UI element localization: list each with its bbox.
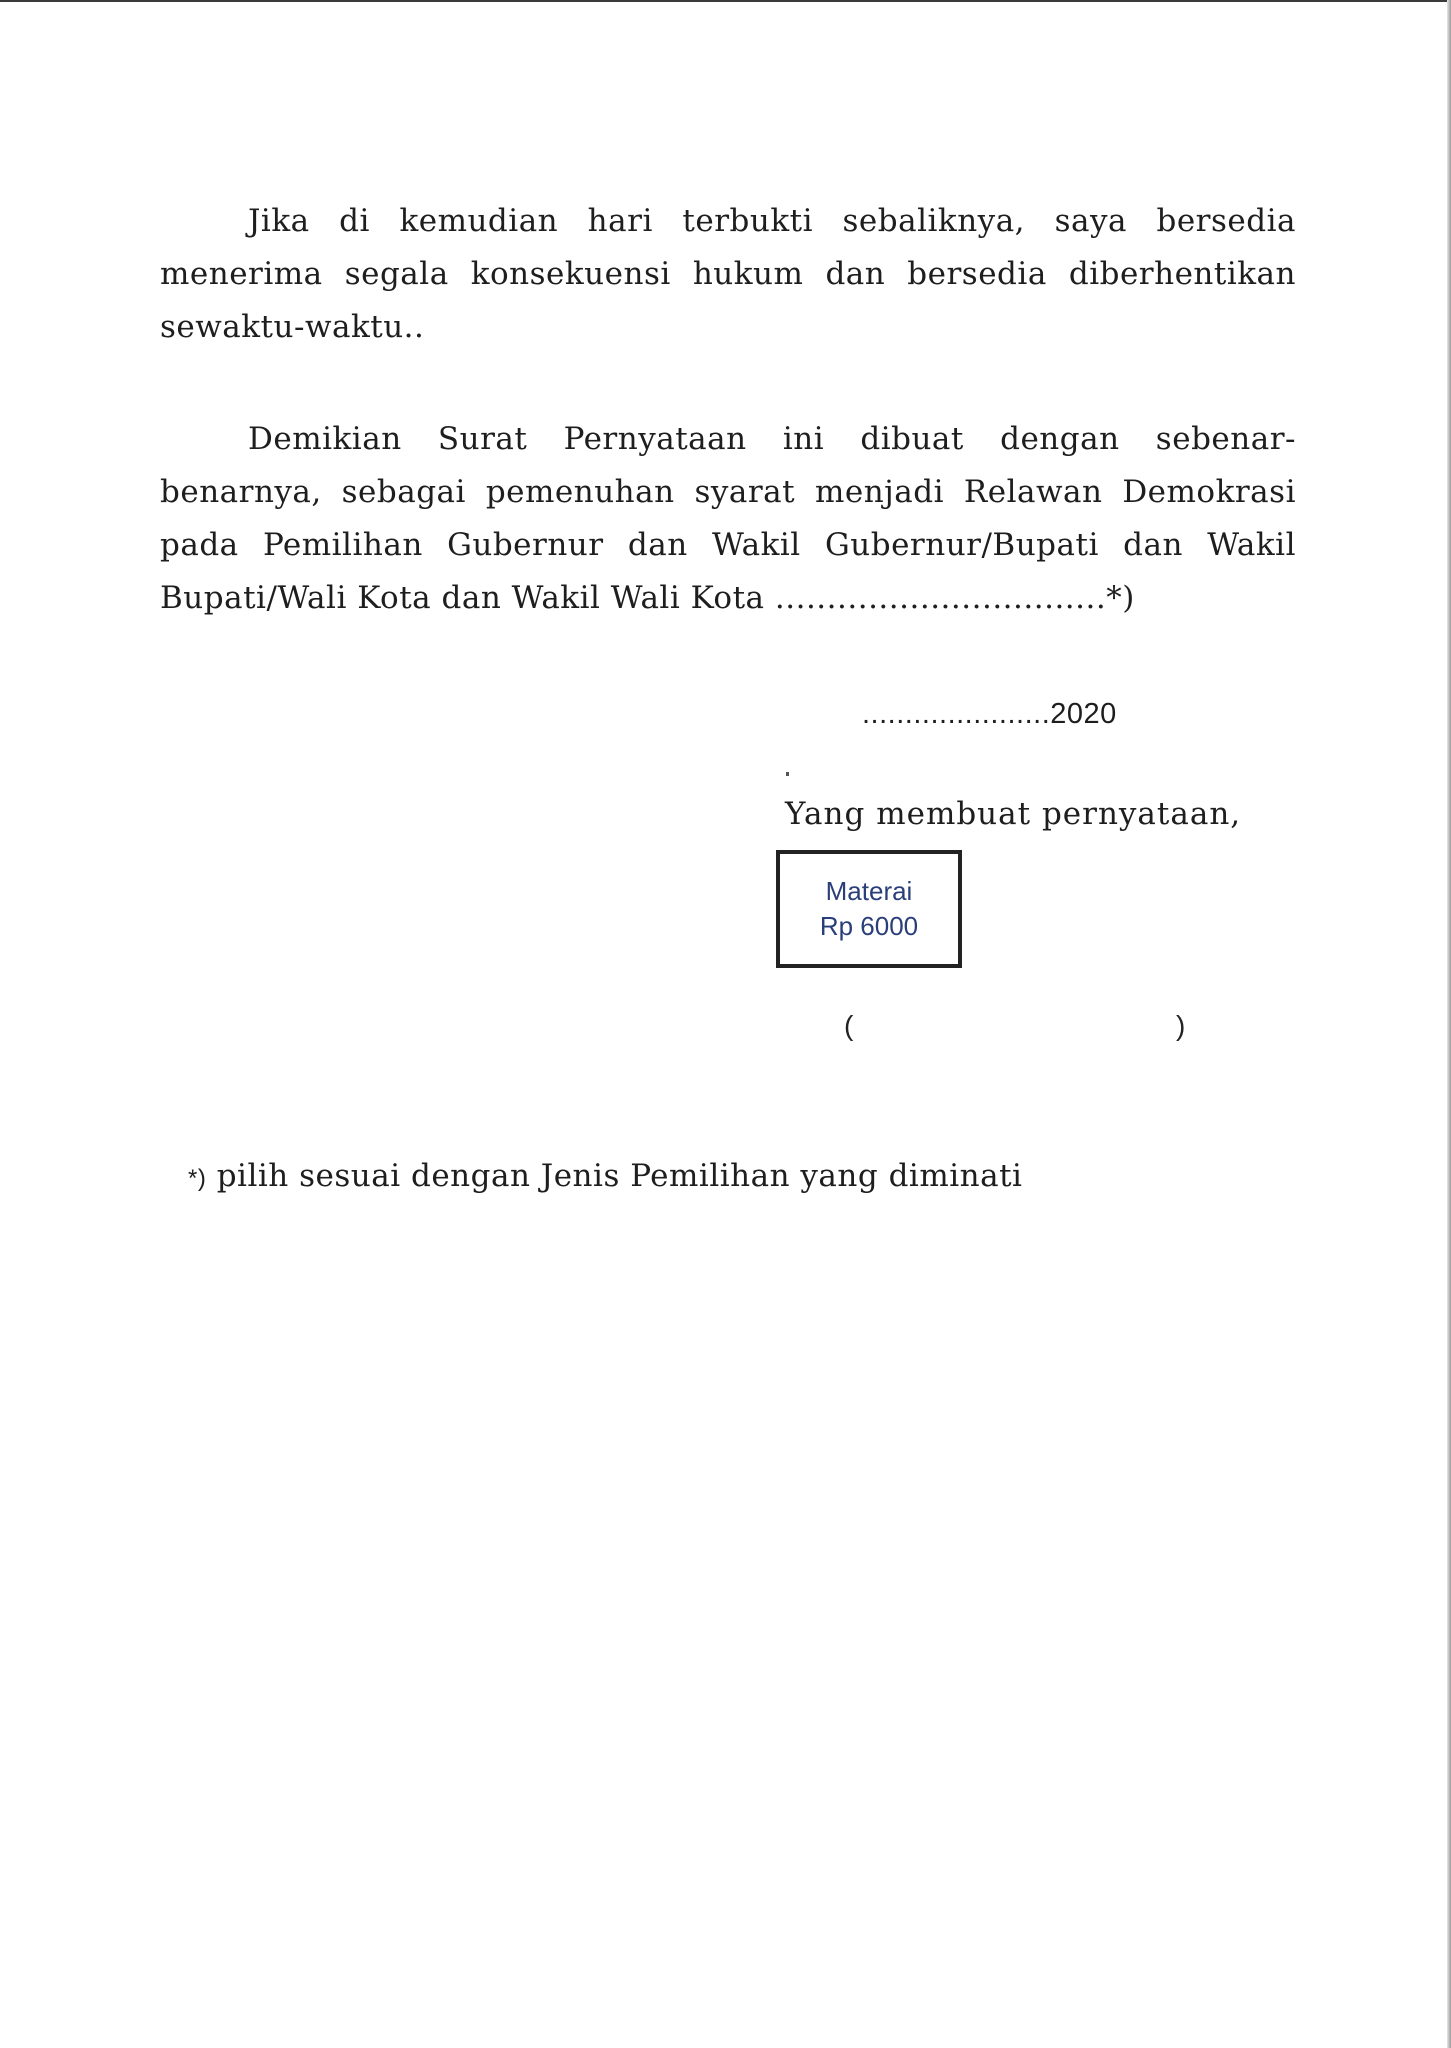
signer-label: Yang membuat pernyataan, bbox=[785, 796, 1242, 832]
date-line: ......................2020 bbox=[862, 698, 1117, 730]
stamp-label-materai: Materai bbox=[825, 876, 913, 906]
signature-close-paren: ) bbox=[1176, 1010, 1186, 1041]
paragraph-consequences: Jika di kemudian hari terbukti sebaliknya, saya bersedia menerima segala konsekuensi hukum dan bersedia diberhentikan sewaktu-waktu.. bbox=[160, 203, 1296, 345]
stamp-duty-box bbox=[776, 850, 962, 968]
stamp-label-amount: Rp 6000 bbox=[819, 911, 919, 941]
signature-open-paren: ( bbox=[844, 1010, 854, 1041]
scan-speck bbox=[786, 772, 789, 776]
footnote bbox=[188, 1158, 1022, 1194]
page-top-edge bbox=[0, 0, 1451, 2]
footnote-text: pilih sesuai dengan Jenis Pemilihan yang diminati bbox=[206, 1158, 1023, 1194]
page-right-edge bbox=[1447, 0, 1451, 2048]
paragraph-declaration: Demikian Surat Pernyataan ini dibuat dengan sebenar-benarnya, sebagai pemenuhan syarat menjadi Relawan Demokrasi pada Pemilihan Gubernur dan Wakil Gubernur/Bupati dan Wakil Bupati/Wali Kota dan Wakil Wali Kota ................................*) bbox=[160, 421, 1296, 616]
footnote-marker: *) bbox=[188, 1165, 207, 1192]
